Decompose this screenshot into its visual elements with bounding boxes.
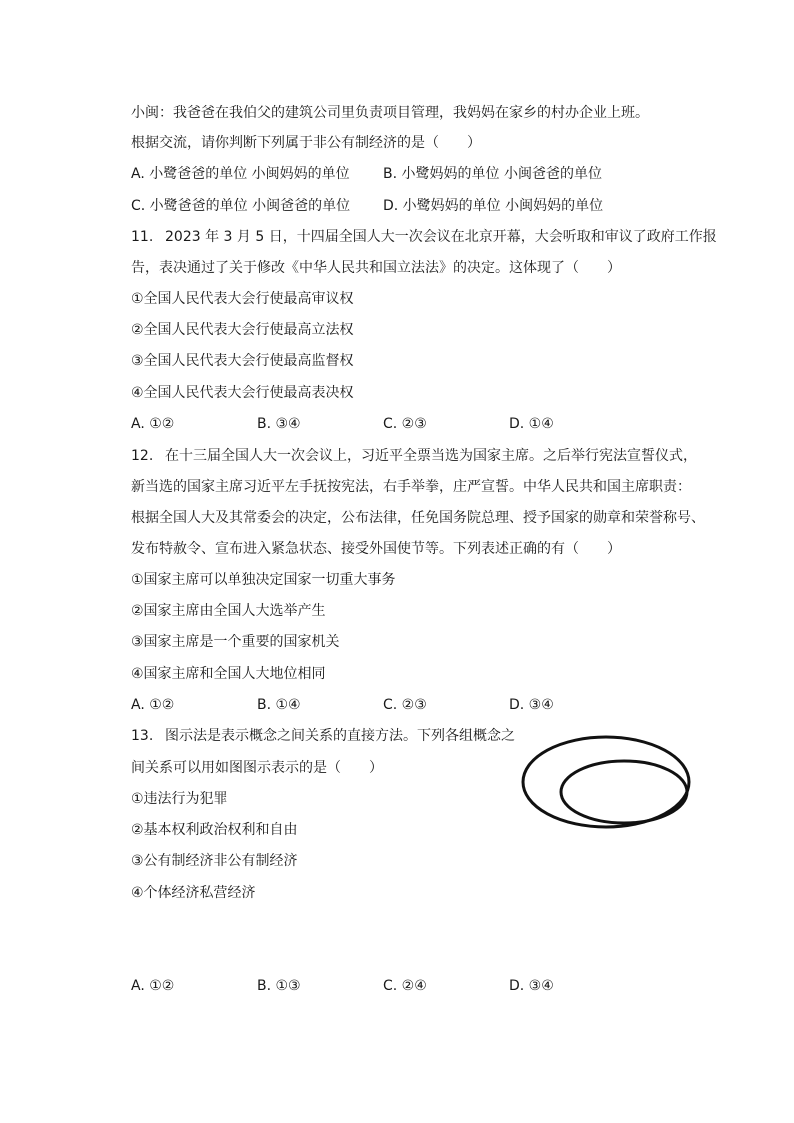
intro-option-a: A. 小鹭爸爸的单位 小闽妈妈的单位 (131, 166, 350, 182)
q11-stem-line-1 (131, 227, 717, 247)
q12-option-a: A. ①② (131, 697, 175, 713)
q12-option-c: C. ②③ (383, 697, 427, 713)
q12-stem-text-1: 在十三届全国人大一次会议上，习近平全票当选为国家主席。之后举行宪法宣誓仪式， (165, 448, 697, 464)
q11-option-a: A. ①② (131, 416, 175, 432)
q11-option-c: C. ②③ (383, 416, 427, 432)
q13-item-1: ①违法行为犯罪 (131, 791, 228, 807)
intro-option-d: D. 小鹭妈妈的单位 小闽妈妈的单位 (383, 198, 604, 214)
q12-number: 12. (131, 448, 154, 464)
intro-line-2: 根据交流，请你判断下列属于非公有制经济的是（ ） (131, 135, 481, 151)
q12-item-4: ④国家主席和全国人大地位相同 (131, 666, 326, 682)
q12-item-2: ②国家主席由全国人大选举产生 (131, 603, 326, 619)
q12-item-3: ③国家主席是一个重要的国家机关 (131, 634, 340, 650)
q11-item-2: ②全国人民代表大会行使最高立法权 (131, 322, 354, 338)
inner-ellipse (561, 761, 687, 823)
intro-option-b: B. 小鹭妈妈的单位 小闽爸爸的单位 (383, 166, 602, 182)
q13-option-b: B. ①③ (257, 978, 301, 994)
q13-option-a: A. ①② (131, 978, 175, 994)
q13-item-4: ④个体经济私营经济 (131, 885, 256, 901)
q12-stem-line-2: 新当选的国家主席习近平左手抚按宪法，右手举拳，庄严宣誓。中华人民共和国主席职责： (131, 479, 691, 495)
q13-stem-line-1 (131, 726, 515, 746)
intro-option-c: C. 小鹭爸爸的单位 小闽爸爸的单位 (131, 198, 351, 214)
q12-item-1: ①国家主席可以单独决定国家一切重大事务 (131, 572, 396, 588)
outer-ellipse (523, 737, 689, 827)
q12-option-d: D. ③④ (509, 697, 554, 713)
q13-stem-line-2: 间关系可以用如图图示表示的是（ ） (131, 760, 383, 776)
q13-item-2: ②基本权利政治权利和自由 (131, 822, 298, 838)
q11-option-b: B. ③④ (257, 416, 301, 432)
q13-item-3: ③公有制经济非公有制经济 (131, 853, 298, 869)
q13-option-d: D. ③④ (509, 978, 554, 994)
q11-option-d: D. ①④ (509, 416, 554, 432)
q12-stem-line-4: 发布特赦令、宣布进入紧急状态、接受外国使节等。下列表述正确的有（ ） (131, 541, 621, 557)
q13-stem-text-1: 图示法是表示概念之间关系的直接方法。下列各组概念之 (165, 728, 515, 744)
q11-item-3: ③全国人民代表大会行使最高监督权 (131, 353, 354, 369)
q13-number: 13. (131, 728, 154, 744)
intro-line-1: 小闽：我爸爸在我伯父的建筑公司里负责项目管理，我妈妈在家乡的村办企业上班。 (131, 105, 649, 121)
q11-item-1: ①全国人民代表大会行使最高审议权 (131, 291, 354, 307)
nested-ellipses-diagram (520, 734, 692, 830)
q11-stem-text-1: 2023 年 3 月 5 日，十四届全国人大一次会议在北京开幕，大会听取和审议了政府工作报 (165, 229, 717, 245)
q13-option-c: C. ②④ (383, 978, 427, 994)
q11-number: 11. (131, 229, 154, 245)
q11-stem-line-2: 告，表决通过了关于修改《中华人民共和国立法法》的决定。这体现了（ ） (131, 260, 621, 276)
q12-stem-line-1 (131, 446, 697, 466)
q12-stem-line-3: 根据全国人大及其常委会的决定，公布法律，任免国务院总理、授予国家的勋章和荣誉称号、 (131, 510, 705, 526)
q11-item-4: ④全国人民代表大会行使最高表决权 (131, 385, 354, 401)
q12-option-b: B. ①④ (257, 697, 301, 713)
